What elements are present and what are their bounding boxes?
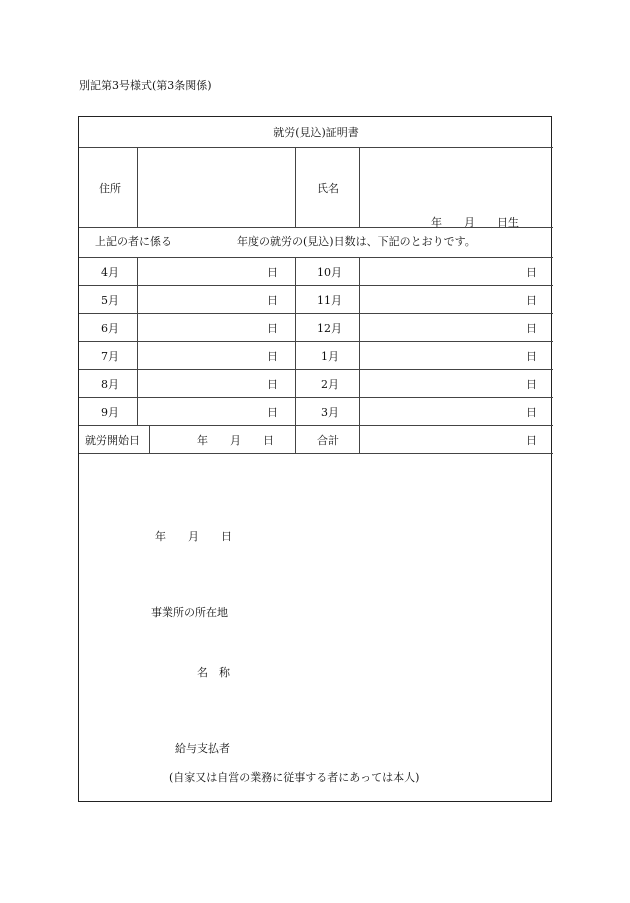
- divider: [79, 397, 553, 398]
- day-unit: 日: [267, 350, 278, 363]
- day-unit: 日: [267, 322, 278, 335]
- day-unit: 日: [526, 322, 537, 335]
- day-unit: 日: [267, 266, 278, 279]
- divider: [79, 285, 553, 286]
- day-unit: 日: [526, 294, 537, 307]
- address-field[interactable]: [138, 148, 294, 226]
- divider: [79, 369, 553, 370]
- form-title: 就労(見込)証明書: [273, 126, 359, 139]
- intro-subject-text: 上記の者に係る: [95, 235, 172, 248]
- form-reference-note: 別記第3号様式(第3条関係): [79, 79, 212, 92]
- month-label-right: 2月: [321, 378, 339, 391]
- divider: [79, 313, 553, 314]
- day-unit: 日: [267, 406, 278, 419]
- divider: [79, 227, 553, 228]
- signature-date: 年 月 日: [155, 530, 232, 543]
- day-unit: 日: [526, 378, 537, 391]
- divider: [359, 257, 360, 453]
- month-label-left: 9月: [101, 406, 119, 419]
- divider: [295, 147, 296, 227]
- day-unit: 日: [267, 378, 278, 391]
- total-label: 合計: [317, 434, 339, 447]
- address-label: 住所: [99, 182, 121, 195]
- month-label-left: 8月: [101, 378, 119, 391]
- office-address-label: 事業所の所在地: [151, 606, 228, 619]
- day-unit: 日: [267, 294, 278, 307]
- month-label-left: 5月: [101, 294, 119, 307]
- divider: [79, 257, 553, 258]
- month-label-right: 1月: [321, 350, 339, 363]
- day-unit: 日: [526, 406, 537, 419]
- birth-date-label: 年 月 日生: [431, 216, 519, 229]
- payer-note: (自家又は自営の業務に従事する者にあっては本人): [169, 771, 420, 784]
- month-label-right: 12月: [317, 322, 342, 335]
- divider: [79, 425, 553, 426]
- month-label-right: 3月: [321, 406, 339, 419]
- divider: [295, 257, 296, 453]
- name-label: 氏名: [317, 182, 339, 195]
- month-label-right: 11月: [317, 294, 342, 307]
- payer-label: 給与支払者: [175, 742, 230, 755]
- divider: [149, 425, 150, 453]
- month-label-right: 10月: [317, 266, 342, 279]
- month-label-left: 7月: [101, 350, 119, 363]
- certificate-form: [78, 116, 552, 802]
- day-unit: 日: [526, 350, 537, 363]
- name-field[interactable]: [360, 148, 550, 208]
- month-label-left: 6月: [101, 322, 119, 335]
- start-date-value: 年 月 日: [197, 434, 274, 447]
- divider: [79, 341, 553, 342]
- day-unit: 日: [526, 434, 537, 447]
- divider: [79, 453, 553, 454]
- intro-year-text: 年度の就労の(見込)日数は、下記のとおりです。: [237, 235, 476, 248]
- office-name-label: 名 称: [197, 666, 230, 679]
- start-date-label: 就労開始日: [85, 434, 140, 447]
- month-label-left: 4月: [101, 266, 119, 279]
- day-unit: 日: [526, 266, 537, 279]
